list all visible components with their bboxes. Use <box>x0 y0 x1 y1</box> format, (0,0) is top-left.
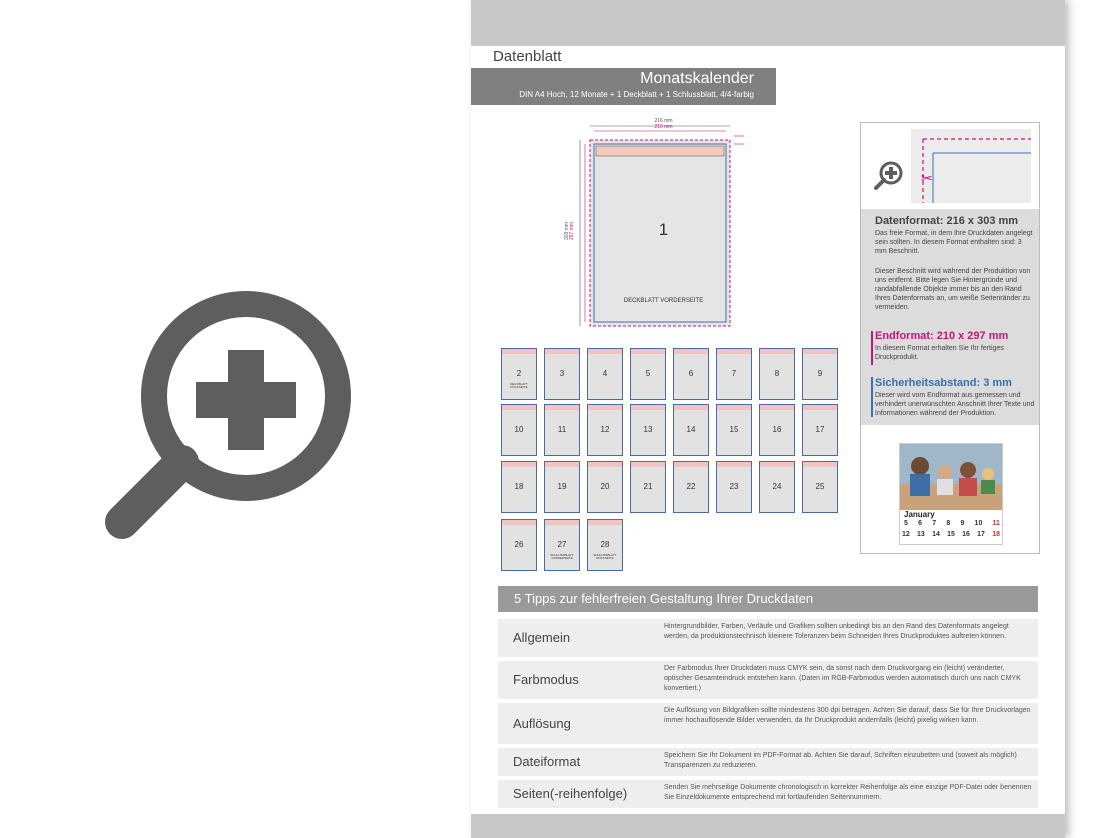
page-thumbnail <box>501 519 537 571</box>
calendar-month: January <box>904 510 935 519</box>
datenformat-text2: Dieser Beschnitt wird während der Produktion von uns entfernt. Bitte legen Sie Hintergründe und randabfallende Objekte immer bis an den Rand Ihres Datenformats an, um weiße Seitenränder zu vermeiden. <box>875 268 1031 311</box>
dim-outer: 216 mm <box>654 118 673 124</box>
page-number: 25 <box>815 482 825 491</box>
page-number: 4 <box>602 369 608 378</box>
page-number: 9 <box>817 369 823 378</box>
page-number: 24 <box>772 482 782 491</box>
calendar-day: 6 <box>918 520 923 527</box>
page-number: 13 <box>643 425 653 434</box>
page-number: 19 <box>557 482 567 491</box>
page-thumbnail <box>802 348 838 400</box>
dim-inner-v: 297 mm <box>569 221 576 241</box>
page-thumbnail <box>544 404 580 456</box>
datasheet-tab: Datenblatt <box>471 46 591 68</box>
calendar-day: 15 <box>947 531 955 538</box>
page-number: 12 <box>600 425 610 434</box>
cover-number: 1 <box>658 220 669 239</box>
calendar-day: 10 <box>974 520 983 527</box>
page-thumbnail <box>673 461 709 513</box>
page-caption: SCHLUSSBLATT VORDERSEITE <box>550 553 574 560</box>
svg-text:✂: ✂ <box>921 171 933 187</box>
page-thumbnail <box>587 461 623 513</box>
calendar-day: 18 <box>992 531 1000 538</box>
tip-name: Auflösung <box>513 716 571 731</box>
page-number: 15 <box>729 425 739 434</box>
tip-name: Farbmodus <box>513 672 579 687</box>
page-number: 23 <box>729 482 739 491</box>
page-thumbnail <box>759 461 795 513</box>
dim-inner: 210 mm <box>654 124 673 130</box>
tip-row <box>498 780 1038 808</box>
page-number: 6 <box>688 369 694 378</box>
page-number: 28 <box>600 540 610 549</box>
tip-row <box>498 619 1038 657</box>
tip-name: Seiten(-reihenfolge) <box>513 786 628 801</box>
tip-text: Speichern Sie Ihr Dokument im PDF-Format ab. Achten Sie darauf, Schriften einzubetten und (soweit als möglich) Transparenzen zu reduzieren. <box>664 752 1017 769</box>
datasheet-page <box>471 0 1065 838</box>
sicherheit-heading: Sicherheitsabstand: 3 mm <box>875 377 1012 389</box>
tip-row <box>498 748 1038 776</box>
page-number: 22 <box>686 482 696 491</box>
tip-name: Dateiformat <box>513 754 581 769</box>
page-number: 8 <box>774 369 780 378</box>
tip-text: Die Auflösung von Bildgrafiken sollte mindestens 300 dpi betragen. Achten Sie darauf, dass Sie für Ihre Druckvorlagen immer hochauflösende Bilder verwenden, da Ihr Druckprodukt andernfalls (leicht) pixelig wirken kann. <box>664 707 1031 724</box>
dim-outer-v: 303 mm <box>564 221 571 241</box>
calendar-day: 8 <box>946 520 951 527</box>
tip-text: Hintergrundbilder, Farben, Verläufe und Grafiken sollten unbedingt bis an den Rand des Datenformats angelegt werden, da produktionstechnisch kleinere Toleranzen beim Schneiden Ihres Druckproduktes auftreten können. <box>664 623 1009 640</box>
page-thumbnail <box>673 348 709 400</box>
page-thumbnail <box>587 348 623 400</box>
tip-row <box>498 703 1038 744</box>
page-thumbnail <box>544 461 580 513</box>
endformat-marker <box>871 331 873 365</box>
calendar-day: 7 <box>932 520 937 527</box>
page-thumbnail <box>716 461 752 513</box>
tip-text: Senden Sie mehrseitige Dokumente chronologisch in korrekter Reihenfolge als eine einzige PDF-Datei oder benennen Sie Einzeldokumente entsprechend mit fortlaufenden Seitennummern. <box>664 784 1032 801</box>
page-thumbnail <box>587 404 623 456</box>
family-photo <box>900 444 1002 510</box>
page-thumbnail <box>630 461 666 513</box>
page-thumbnail <box>802 404 838 456</box>
datenformat-heading: Datenformat: 216 x 303 mm <box>875 215 1019 227</box>
calendar-row-1 <box>904 520 1000 527</box>
calendar-preview <box>899 443 1003 545</box>
page-thumbnail <box>501 348 537 400</box>
info-panel <box>860 122 1040 554</box>
top-bar <box>471 0 1065 46</box>
page-number: 18 <box>514 482 524 491</box>
page-thumbnail <box>544 519 580 571</box>
calendar-day: 11 <box>992 520 1000 527</box>
page-number: 14 <box>686 425 696 434</box>
page-thumbnail <box>759 348 795 400</box>
datenformat-text1: Das freie Format, in dem Ihre Druckdaten angelegt sein sollten. In diesem Format enthalten sind: 3 mm Beschnitt. <box>875 230 1033 255</box>
page-thumbnail <box>673 404 709 456</box>
page-number: 21 <box>643 482 653 491</box>
calendar-day: 12 <box>902 531 910 538</box>
page-thumbnail <box>716 404 752 456</box>
page-thumbnail <box>759 404 795 456</box>
page-number: 27 <box>557 540 567 549</box>
page-title: Monatskalender <box>640 70 754 87</box>
page-number: 10 <box>514 425 524 434</box>
page-thumbnail <box>630 348 666 400</box>
page-thumbnail <box>587 519 623 571</box>
page-thumbnail <box>501 461 537 513</box>
calendar-day: 14 <box>932 531 940 538</box>
calendar-day: 16 <box>962 531 970 538</box>
bottom-bar <box>471 814 1065 838</box>
page-number: 7 <box>731 369 737 378</box>
calendar-row-2 <box>902 531 1000 538</box>
tips-heading: 5 Tipps zur fehlerfreien Gestaltung Ihrer Druckdaten <box>498 586 1038 612</box>
calendar-day: 17 <box>977 531 985 538</box>
page-number: 26 <box>514 540 524 549</box>
page-number: 2 <box>516 369 522 378</box>
page-thumbnail <box>501 404 537 456</box>
page-number: 16 <box>772 425 782 434</box>
tip-text: Der Farbmodus Ihrer Druckdaten muss CMYK sein, da sonst nach dem Druckvorgang ein (leicht) veränderter, optischer Gesamteindruck entstehen kann. (Daten im RGB-Farbmodus werden automatisch durch uns nach CMYK konvertiert.) <box>664 665 1021 692</box>
page-caption: SCHLUSSBLATT RÜCKSEITE <box>593 553 617 560</box>
page-subtitle: DIN A4 Hoch, 12 Monate + 1 Deckblatt + 1 Schlussblatt, 4/4-farbig <box>519 90 754 99</box>
sicherheit-text: Dieser wird vom Endformat aus gemessen und verhindert unerwünschten Anschnitt Ihrer Texte und Informationen während der Produktion. <box>875 392 1035 417</box>
zoom-in-icon[interactable] <box>100 290 360 550</box>
page-number: 5 <box>645 369 651 378</box>
page-thumbnail <box>544 348 580 400</box>
calendar-day: 13 <box>917 531 925 538</box>
cover-diagram <box>564 118 751 333</box>
bleed-detail-graphic <box>861 123 1039 209</box>
calendar-day: 5 <box>904 520 908 527</box>
page-caption: DECKBLATT RÜCKSEITE <box>510 382 528 389</box>
page-number: 11 <box>557 425 567 434</box>
page-thumbnail <box>630 404 666 456</box>
tip-name: Allgemein <box>513 630 571 645</box>
endformat-text: In diesem Format erhalten Sie Ihr fertiges Druckprodukt. <box>875 345 1004 361</box>
tip-row <box>498 661 1038 699</box>
calendar-day: 9 <box>960 520 965 527</box>
sicherheit-marker <box>871 377 873 417</box>
title-bar <box>471 68 776 105</box>
page-number: 3 <box>559 369 565 378</box>
endformat-heading: Endformat: 210 x 297 mm <box>875 330 1009 342</box>
page-thumbnail <box>716 348 752 400</box>
page-number: 20 <box>600 482 610 491</box>
page-number: 17 <box>815 425 825 434</box>
cover-label: DECKBLATT VORDERSEITE <box>623 298 704 304</box>
page-thumbnail <box>802 461 838 513</box>
